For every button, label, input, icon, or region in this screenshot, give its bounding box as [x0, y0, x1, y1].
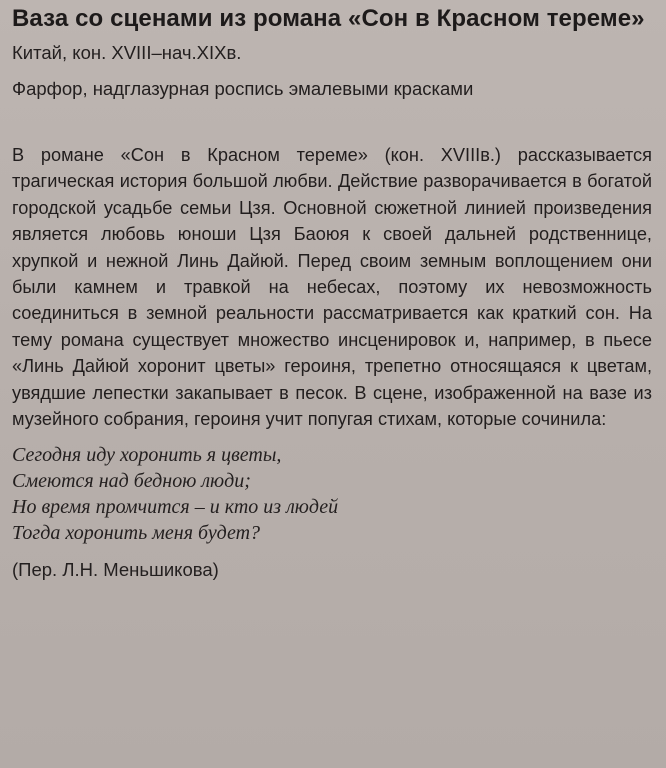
poem-line: Сегодня иду хоронить я цветы,	[12, 444, 282, 467]
poem-line: Смеются над бедною люди;	[12, 470, 251, 493]
poem-line: Тогда хоронить меня будет?	[12, 522, 261, 545]
exhibit-origin: Китай, кон. XVIII–нач.XIXв.	[12, 42, 242, 63]
translation-credit: (Пер. Л.Н. Меньшикова)	[12, 559, 219, 581]
poem-block	[12, 442, 652, 546]
poem-line: Но время промчится – и кто из людей	[12, 496, 339, 519]
exhibit-description: В романе «Сон в Красном тереме» (кон. XVIIIв.) рассказывается трагическая история большой любви. Действие разворачивается в богатой городской усадьбе семьи Цзя. Основной сюжетной линией произведения является любовь юноши Цзя Баоюя к своей дальней родственнице, хрупкой и нежной Линь Дайюй. Перед своим земным воплощением они были камнем и травкой на небесах, поэтому их невозможность соединиться в земной реальности рассматривается как краткий сон. На тему романа существует множество инсценировок и, например, в пьесе «Линь Дайюй хоронит цветы» героиня, трепетно относящаяся к цветам, увядшие лепестки закапывает в песок. В сцене, изображенной на вазе из музейного собрания, героиня учит попугая стихам, которые сочинила:	[12, 145, 652, 430]
exhibit-material: Фарфор, надглазурная роспись эмалевыми красками	[12, 78, 474, 99]
exhibit-title: Ваза со сценами из романа «Сон в Красном тереме»	[12, 5, 645, 32]
